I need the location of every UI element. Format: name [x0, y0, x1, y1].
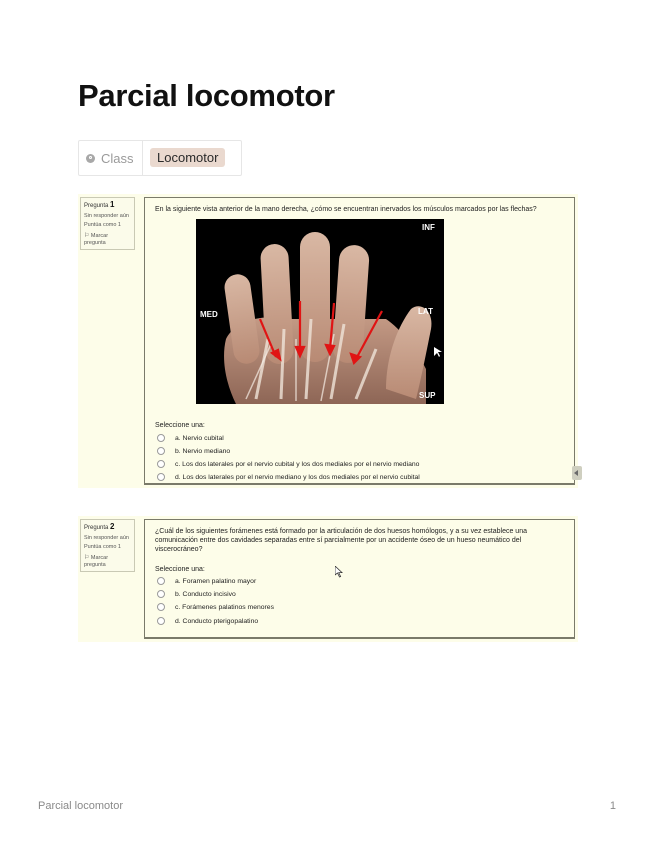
question-info: [80, 197, 135, 250]
answer-option[interactable]: c. Los dos laterales por el nervio cubital y los dos mediales por el nervio mediano: [157, 460, 419, 468]
question-points: Puntúa como 1: [84, 544, 121, 551]
question-text: En la siguiente vista anterior de la mano derecha, ¿cómo se encuentran inervados los músculos marcados por las flechas?: [155, 206, 537, 213]
question-number: Pregunta 2: [84, 522, 115, 531]
select-label: Seleccione una:: [155, 566, 205, 573]
answer-option[interactable]: a. Foramen palatino mayor: [157, 577, 256, 585]
answer-option[interactable]: c. Forámenes palatinos menores: [157, 603, 274, 611]
class-tag[interactable]: Locomotor: [150, 148, 225, 167]
answer-option[interactable]: b. Conducto incisivo: [157, 590, 236, 598]
radio-button[interactable]: [157, 577, 165, 585]
radio-button[interactable]: [157, 603, 165, 611]
hand-anatomy-image: [196, 219, 444, 404]
question-content: [144, 197, 575, 485]
answer-option[interactable]: d. Conducto pterigopalatino: [157, 617, 258, 625]
flag-question-link[interactable]: ⚐ Marcar pregunta: [84, 232, 109, 247]
select-label: Seleccione una:: [155, 422, 205, 429]
hand-illustration: [196, 219, 444, 404]
flag-question-link[interactable]: ⚐ Marcar pregunta: [84, 554, 109, 569]
mouse-cursor-icon: [335, 566, 343, 578]
question-status: Sin responder aún: [84, 534, 129, 541]
question-block-1: [78, 194, 578, 488]
question-info: [80, 519, 135, 572]
radio-button[interactable]: [157, 434, 165, 442]
label-sup: SUP: [419, 391, 436, 400]
page-number: 1: [609, 800, 616, 812]
radio-button[interactable]: [157, 617, 165, 625]
radio-button[interactable]: [157, 460, 165, 468]
label-med: MED: [200, 310, 218, 319]
answer-option[interactable]: d. Los dos laterales por el nervio mediano y los dos mediales por el nervio cubital: [157, 473, 420, 481]
flag-icon: ⚐: [84, 554, 90, 561]
property-key: [79, 141, 143, 175]
class-property: [78, 140, 242, 176]
flag-icon: ⚐: [84, 232, 90, 239]
radio-button[interactable]: [157, 590, 165, 598]
label-inf: INF: [422, 223, 435, 232]
answer-option[interactable]: a. Nervio cubital: [157, 434, 224, 442]
property-value[interactable]: [143, 149, 225, 167]
status-circle-icon: [86, 154, 95, 163]
label-lat: LAT: [418, 307, 433, 316]
question-content: [144, 519, 575, 639]
question-points: Puntúa como 1: [84, 222, 121, 229]
question-number: Pregunta 1: [84, 200, 115, 209]
property-key-label: Class: [101, 150, 134, 166]
radio-button[interactable]: [157, 447, 165, 455]
radio-button[interactable]: [157, 473, 165, 481]
answer-option[interactable]: b. Nervio mediano: [157, 447, 230, 455]
page-title: Parcial locomotor: [78, 78, 335, 113]
scroll-left-icon[interactable]: [572, 466, 582, 480]
footer-title: Parcial locomotor: [38, 800, 123, 812]
question-status: Sin responder aún: [84, 212, 129, 219]
question-block-2: [78, 516, 578, 642]
question-text: ¿Cuál de los siguientes forámenes está formado por la articulación de dos huesos homólogos, y a su vez establece una comunicación entre dos cavidades separadas entre sí parcialmente por un accidente óseo de un hueso neumático del viscerocráneo?: [155, 528, 527, 554]
